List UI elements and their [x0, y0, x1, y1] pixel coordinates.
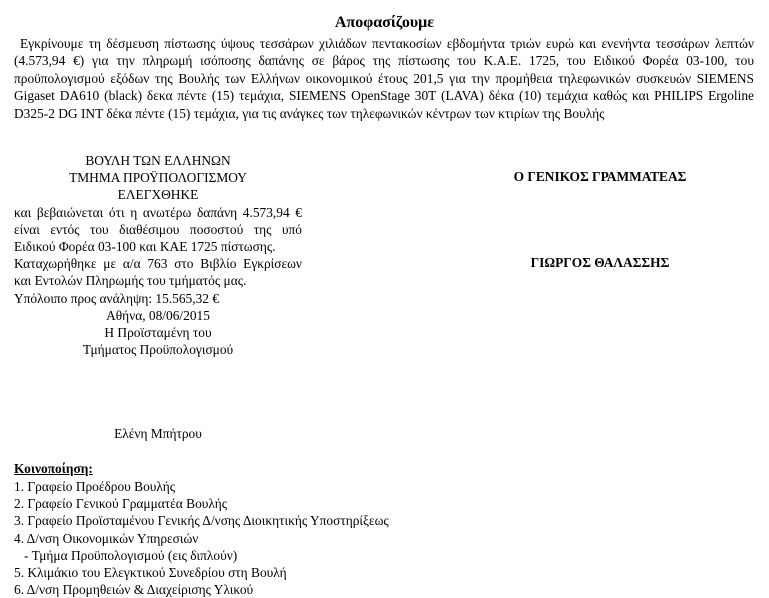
decision-heading: Αποφασίζουμε	[334, 14, 435, 31]
org-name: ΒΟΥΛΗ ΤΩΝ ΕΛΛΗΝΩΝ	[85, 153, 231, 168]
checked-label: ΕΛΕΓΧΘΗΚΕ	[117, 187, 199, 203]
remaining-balance: Υπόλοιπο προς ανάληψη: 15.565,32 €	[14, 290, 220, 306]
list-item: 1. Γραφείο Προέδρου Βουλής	[14, 479, 176, 494]
certification-text: και βεβαιώνεται ότι η ανωτέρω δαπάνη 4.573,94 € είναι εντός του διαθέσιμου ποσοστού της υπό Ειδικού Φορέα 03-100 και ΚΑΕ 1725 πίστωσης.	[14, 204, 302, 255]
signer-role-line1: Η Προϊσταμένη του	[104, 325, 212, 341]
distribution-list	[14, 478, 754, 598]
place-date: Αθήνα, 08/06/2015	[106, 307, 210, 323]
registration-text: Καταχωρήθηκε με α/α 763 στο Βιβλίο Εγκρίσεων και Εντολών Πληρωμής του τμήματός μας.	[14, 256, 302, 289]
decision-paragraph: Εγκρίνουμε τη δέσμευση πίστωσης ύψους τεσσάρων χιλιάδων πεντακοσίων εβδομήντα τριών ευρώ και ενενήντα τεσσάρων λεπτών (4.573,94 €) για την πληρωμή ισόποσης δαπάνης σε βάρος της πίστωσης του Κ.Α.Ε. 1725, του Ειδικού Φορέα 03-100, του προϋπολογισμού εξόδων της Βουλής των Ελλήνων οικονομικού έτους 201,5 για την προμήθεια τηλεφωνικών συσκευών SIEMENS Gigaset DA610 (black) δεκα πέντε (15) τεμάχια, SIEMENS OpenStage 30T (LAVA) δέκα (10) τεμάχια καθώς και PHILIPS Ergoline D325-2 DG INT δέκα πέντε (15) τεμάχια, για τις ανάγκες των τηλεφωνικών κέντρων των κτιρίων της Βουλής	[14, 36, 754, 121]
distribution-heading: Κοινοποίηση:	[14, 461, 93, 476]
list-item: 2. Γραφείο Γενικού Γραμματέα Βουλής	[14, 496, 228, 512]
secretary-general-title: Ο ΓΕΝΙΚΟΣ ΓΡΑΜΜΑΤΕΑΣ	[513, 169, 687, 184]
list-item: 5. Κλιμάκιο του Ελεγκτικού Συνεδρίου στη Βουλή	[14, 565, 287, 581]
list-item: 4. Δ/νση Οικονομικών Υπηρεσιών	[14, 530, 199, 546]
budget-department-block	[14, 152, 302, 358]
department-name: ΤΜΗΜΑ ΠΡΟΫΠΟΛΟΓΙΣΜΟΥ	[69, 170, 247, 186]
signer-name: Ελένη Μπήτρου	[114, 426, 202, 441]
secretary-general-name: ΓΙΩΡΓΟΣ ΘΑΛΑΣΣΗΣ	[530, 255, 670, 270]
list-item: - Τμήμα Προϋπολογισμού (εις διπλούν)	[24, 547, 238, 563]
list-item: 6. Δ/νση Προμηθειών & Διαχείρισης Υλικού	[14, 582, 254, 598]
list-item: 3. Γραφείο Προϊσταμένου Γενικής Δ/νσης Διοικητικής Υποστηρίξεως	[14, 513, 389, 529]
signer-role-line2: Τμήματος Προϋπολογισμού	[82, 342, 234, 358]
